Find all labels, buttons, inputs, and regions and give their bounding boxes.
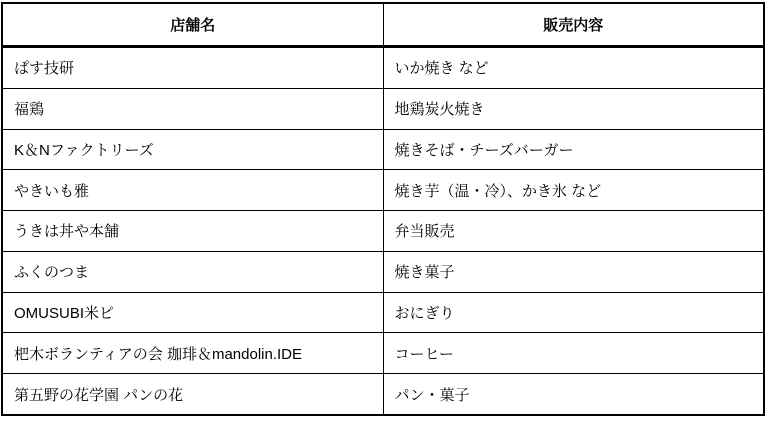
sales-content-cell: 弁当販売 (383, 211, 764, 252)
table-row (2, 251, 764, 292)
sales-content-cell: 焼き菓子 (383, 251, 764, 292)
table-row (2, 129, 764, 170)
shop-name-cell: 第五野の花学園 パンの花 (2, 374, 383, 415)
sales-content-cell: 地鶏炭火焼き (383, 88, 764, 129)
table-row (2, 333, 764, 374)
sales-content-cell: 焼きそば・チーズバーガー (383, 129, 764, 170)
shop-name-cell: K＆Nファクトリーズ (2, 129, 383, 170)
sales-content-cell: コーヒー (383, 333, 764, 374)
shop-name-cell: ふくのつま (2, 251, 383, 292)
table-row (2, 292, 764, 333)
shop-name-cell: 福鶏 (2, 88, 383, 129)
sales-content-cell: おにぎり (383, 292, 764, 333)
sales-content-cell: 焼き芋（温・冷）、かき氷 など (383, 170, 764, 211)
shop-name-column-header: 店舗名 (2, 3, 383, 47)
sales-content-cell: パン・菓子 (383, 374, 764, 415)
shop-name-cell: 杷木ボランティアの会 珈琲＆mandolin.IDE (2, 333, 383, 374)
table-header-row (2, 3, 764, 47)
table-row (2, 211, 764, 252)
shop-sales-table (1, 2, 765, 416)
sales-content-column-header: 販売内容 (383, 3, 764, 47)
table-row (2, 170, 764, 211)
table-row (2, 374, 764, 415)
table-row (2, 88, 764, 129)
table-row (2, 47, 764, 89)
sales-content-cell: いか焼き など (383, 47, 764, 89)
shop-name-cell: やきいも雅 (2, 170, 383, 211)
shop-name-cell: うきは丼や本舗 (2, 211, 383, 252)
shop-name-cell: OMUSUBI米ピ (2, 292, 383, 333)
shop-name-cell: ぱす技研 (2, 47, 383, 89)
